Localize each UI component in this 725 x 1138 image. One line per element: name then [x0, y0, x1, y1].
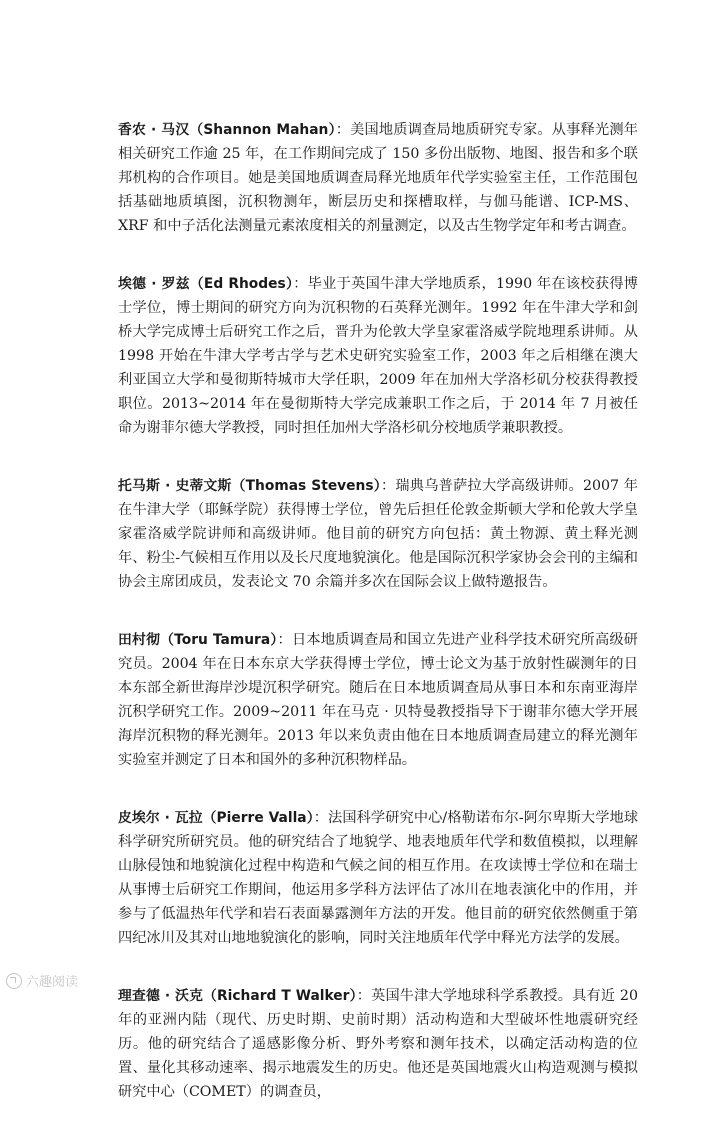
- person-name: 埃德 · 罗兹（Ed Rhodes）: [118, 276, 294, 292]
- person-name: 皮埃尔 · 瓦拉（Pierre Valla）: [118, 810, 314, 826]
- bio-text: ：法国科学研究中心/格勒诺布尔-阿尔卑斯大学地球科学研究所研究员。他的研究结合了地貌学、地表地质年代学和数值模拟，以理解山脉侵蚀和地貌演化过程中构造和气候之间的相互作用。在攻读博士学位和在瑞士从事博士后研究工作期间，他运用多学科方法评估了冰川在地表演化中的作用，并参与了低温热年代学和岩石表面暴露测年方法的开发。他目前的研究依然侧重于第四纪冰川及其对山地地貌演化的影响，同时关注地质年代学中释光方法学的发展。: [118, 810, 639, 946]
- bio-text: ：瑞典乌普萨拉大学高级讲师。2007 年在牛津大学（耶稣学院）获得博士学位，曾先后担任伦敦金斯顿大学和伦敦大学皇家霍洛威学院讲师和高级讲师。他目前的研究方向包括：黄土物源、黄土释光测年、粉尘-气候相互作用以及长尺度地貌演化。他是国际沉积学家协会会刊的主编和协会主席团成员，发表论文 70 余篇并多次在国际会议上做特邀报告。: [118, 478, 638, 590]
- watermark: [6, 971, 78, 990]
- bio-paragraph: [118, 806, 638, 950]
- person-name: 田村彻（Toru Tamura）: [118, 632, 278, 648]
- bio-paragraph: [118, 984, 638, 1104]
- bio-text: ：毕业于英国牛津大学地质系，1990 年在该校获得博士学位，博士期间的研究方向为沉积物的石英释光测年。1992 年在牛津大学和剑桥大学完成博士后研究工作之后，晋升为伦敦大学皇家霍洛威学院地理系讲师。从 1998 开始在牛津大学考古学与艺术史研究实验室工作，2003 年之后相继在澳大利亚国立大学和曼彻斯特城市大学任职，2009 年在加州大学洛杉矶分校获得教授职位。2013~2014 年在曼彻斯特大学完成兼职工作之后，于 2014 年 7 月被任命为谢菲尔德大学教授，同时担任加州大学洛杉矶分校地质学兼职教授。: [118, 276, 638, 436]
- bio-paragraph: [118, 628, 638, 772]
- bio-text: ：日本地质调查局和国立先进产业科学技术研究所高级研究员。2004 年在日本东京大学获得博士学位，博士论文为基于放射性碳测年的日本东部全新世海岸沙堤沉积学研究。随后在日本地质调查局从事日本和东南亚海岸沉积学研究工作。2009~2011 年在马克 · 贝特曼教授指导下于谢菲尔德大学开展海岸沉积物的释光测年。2013 年以来负责由他在日本地质调查局建立的释光测年实验室并测定了日本和国外的多种沉积物样品。: [118, 632, 638, 768]
- document-body: [118, 118, 638, 1138]
- bio-text: ：美国地质调查局地质研究专家。从事释光测年相关研究工作逾 25 年，在工作期间完成了 150 多份出版物、地图、报告和多个联邦机构的合作项目。她是美国地质调查局释光地质年代学实验室主任，工作范围包括基础地质填图，沉积物测年，断层历史和探槽取样，与伽马能谱、ICP-MS、XRF 和中子活化法测量元素浓度相关的剂量测定，以及古生物学定年和考古调查。: [118, 122, 638, 234]
- person-name: 理查德 · 沃克（Richard T Walker）: [118, 988, 357, 1004]
- bio-text: ：英国牛津大学地球科学系教授。具有近 20 年的亚洲内陆（现代、历史时期、史前时期）活动构造和大型破坏性地震研究经历。他的研究结合了遥感影像分析、野外考察和测年技术，以确定活动构造的位置、量化其移动速率、揭示地震发生的历史。他还是英国地震火山构造观测与模拟研究中心（COMET）的调查员，: [118, 988, 638, 1100]
- bio-paragraph: [118, 474, 638, 594]
- watermark-text: 六趣阅读: [26, 975, 79, 990]
- bio-paragraph: [118, 118, 638, 238]
- person-name: 托马斯 · 史蒂文斯（Thomas Stevens）: [118, 478, 381, 494]
- person-name: 香农 · 马汉（Shannon Mahan）: [118, 122, 336, 138]
- brand-logo-icon: [6, 973, 22, 989]
- bio-paragraph: [118, 272, 638, 440]
